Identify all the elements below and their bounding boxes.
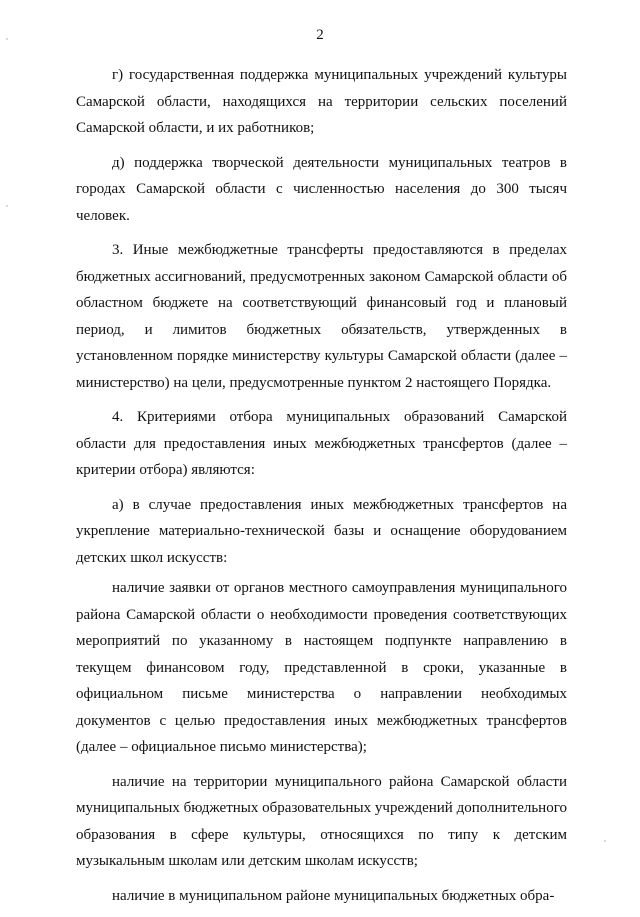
paragraph-state-support: г) государственная поддержка муниципальных учреждений культуры Самарской области, находящихся на территории сельских поселений Самарской области, и их работников; <box>76 67 567 136</box>
scan-speck-mark <box>604 840 606 842</box>
scan-speck-mark <box>6 38 8 40</box>
document-body <box>76 62 567 917</box>
paragraph-art-schools-case: а) в случае предоставления иных межбюджетных трансфертов на укрепление материально-технической базы и оснащение оборудованием детских школ искусств: <box>76 496 567 566</box>
page-number: 2 <box>316 27 324 43</box>
paragraph-application-requirement: наличие заявки от органов местного самоуправления муниципального района Самарской области о необходимости проведения соответствующих мероприятий по указанному в настоящем подпункте направлению в текущем финансовом году, представленной в сроки, указанные в официальном письме министерства о направлении необходимых документов с целью предоставления иных межбюджетных трансфертов (далее – официальное письмо министерства); <box>76 580 567 755</box>
paragraph-theatre-support: д) поддержка творческой деятельности муниципальных театров в городах Самарской области с численностью населения до 300 тысяч человек. <box>76 154 567 224</box>
paragraph-transfers-limits: 3. Иные межбюджетные трансферты предоставляются в пределах бюджетных ассигнований, предусмотренных законом Самарской области об областном бюджете на соответствующий финансовый год и плановый период, и лимитов бюджетных обязательств, утвержденных в установленном порядке министерству культуры Самарской области (далее – министерство) на цели, предусмотренные пунктом 2 настоящего Порядка. <box>76 242 567 391</box>
scan-speck-mark <box>6 205 8 207</box>
paragraph-institutions-presence: наличие на территории муниципального района Самарской области муниципальных бюджетных образовательных учреждений дополнительного образования в сфере культуры, относящихся по типу к детским музыкальным школам или детским школам искусств; <box>76 773 567 869</box>
paragraph-selection-criteria: 4. Критериями отбора муниципальных образований Самарской области для предоставления иных межбюджетных трансфертов (далее – критерии отбора) являются: <box>76 409 567 478</box>
paragraph-continuation: наличие в муниципальном районе муниципальных бюджетных обра- <box>112 887 555 904</box>
